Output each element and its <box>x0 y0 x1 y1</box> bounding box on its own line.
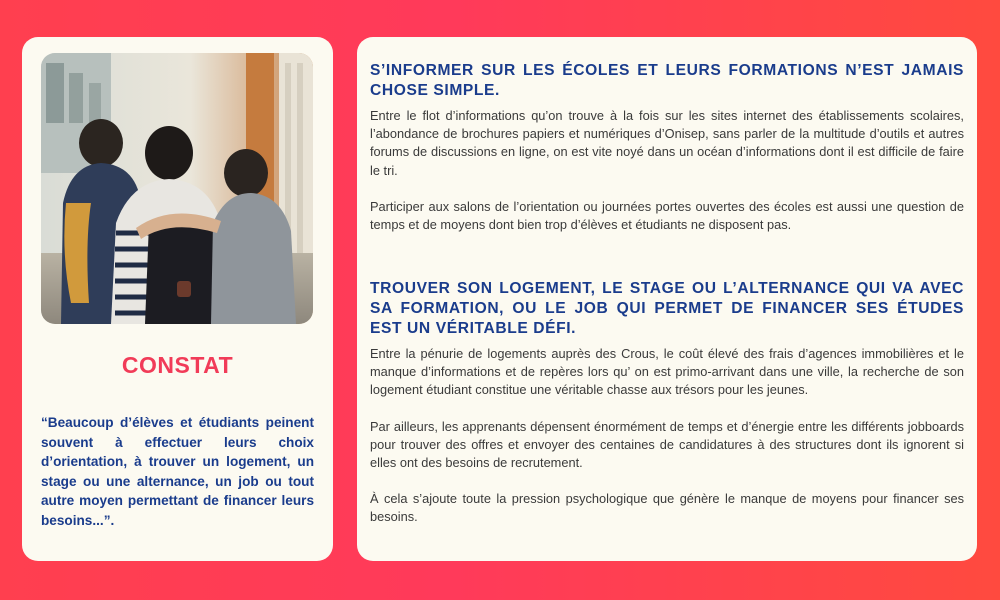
info-card <box>357 37 977 561</box>
section-information <box>370 61 964 234</box>
constat-card <box>22 37 333 561</box>
section-paragraph: Entre la pénurie de logements auprès des Crous, le coût élevé des frais d’agences immobilières et le manque d’informations et de repères lors qu’ on est primo-arrivant dans une ville, la recherche de son logement étudiant constitue une véritable chasse aux trésors pour les jeunes. <box>370 346 964 398</box>
section-paragraph: Par ailleurs, les apprenants dépensent énormément de temps et d’énergie entre les différents jobboards pour trouver des offres et envoyer des centaines de candidatures à des structures dont ils ignorent si elles ont des besoins de recrutement. <box>370 418 964 471</box>
section-heading: S’INFORMER SUR LES ÉCOLES ET LEURS FORMATIONS N’EST JAMAIS CHOSE SIMPLE. <box>370 62 964 99</box>
section-paragraph: Participer aux salons de l’orientation ou journées portes ouvertes des écoles est aussi une question de temps et de moyens dont bien trop d’élèves et étudiants ne disposent pas. <box>370 198 964 233</box>
section-paragraph: Entre le flot d’informations qu’on trouve à la fois sur les sites internet des établissements scolaires, l’abondance de brochures papiers et numériques d’Onisep, sans parler de la multitude d’outils et autres forums de discussions en ligne, on est vite noyé dans un océan d’informations dont il est difficile de faire le tri. <box>370 108 964 178</box>
constat-quote: “Beaucoup d’élèves et étudiants peinent souvent à effectuer leurs choix d’orientation, à trouver un logement, un stage ou une alternance, un job ou tout autre moyen permettant de financer leurs besoins...”. <box>41 415 314 528</box>
students-photo <box>41 53 313 324</box>
section-paragraph: À cela s’ajoute toute la pression psychologique que génère le manque de moyens pour financer ses besoins. <box>370 491 964 525</box>
section-heading: TROUVER SON LOGEMENT, LE STAGE OU L’ALTERNANCE QUI VA AVEC SA FORMATION, OU LE JOB QUI PERMET DE FINANCER SES ÉTUDES EST UN VÉRITABLE DÉFI. <box>370 280 964 337</box>
constat-title: CONSTAT <box>121 352 234 378</box>
section-logement <box>370 279 964 527</box>
